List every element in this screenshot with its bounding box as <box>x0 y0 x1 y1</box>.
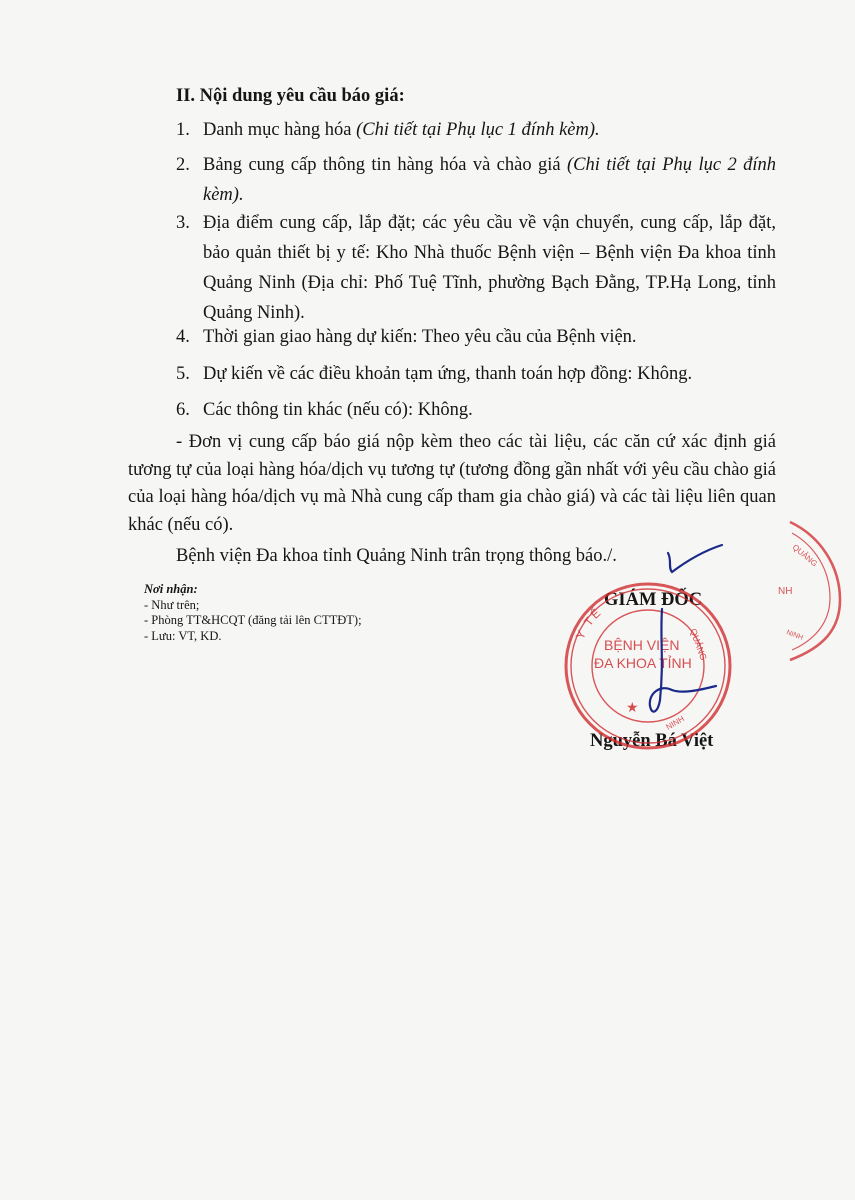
side-stamp-fragment <box>790 522 840 660</box>
closing-line: Bệnh viện Đa khoa tỉnh Quảng Ninh trân trọng thông báo./. <box>176 546 617 566</box>
note-paragraph: - Đơn vị cung cấp báo giá nộp kèm theo các tài liệu, các căn cứ xác định giá tương tự của loại hàng hóa/dịch vụ tương tự (tương đồng gần nhất với yêu cầu chào giá của loại hàng hóa/dịch vụ mà Nhà cung cấp tham gia chào giá) và các tài liệu liên quan khác (nếu có). <box>128 432 776 535</box>
item-text: Địa điểm cung cấp, lắp đặt; các yêu cầu về vận chuyển, cung cấp, lắp đặt, bảo quản thiết bị y tế: Kho Nhà thuốc Bệnh viện – Bệnh viện Đa khoa tỉnh Quảng Ninh (Địa chỉ: Phố Tuệ Tĩnh, phường Bạch Đằng, TP.Hạ Long, tỉnh Quảng Ninh). <box>203 213 776 323</box>
list-item <box>176 359 776 389</box>
recipients-block <box>144 582 362 644</box>
item-number: 1. <box>176 120 190 140</box>
side-stamp-text: QUẢNG <box>790 542 819 569</box>
recipient-line: - Phòng TT&HCQT (đăng tải lên CTTĐT); <box>144 613 362 627</box>
item-text: Thời gian giao hàng dự kiến: Theo yêu cầu của Bệnh viện. <box>203 327 637 347</box>
stamp-ring-text: NINH <box>664 714 686 732</box>
list-item <box>176 322 776 352</box>
handwritten-signature <box>650 545 722 712</box>
item-number: 2. <box>176 155 190 175</box>
stamp-ring-text: QUẢNG <box>688 627 709 662</box>
list-item <box>176 115 776 145</box>
list-item <box>176 150 776 210</box>
list-item <box>176 208 776 328</box>
item-number: 3. <box>176 213 190 233</box>
item-text: Danh mục hàng hóa <box>203 120 352 140</box>
list-item <box>176 395 776 425</box>
item-italic-text: (Chi tiết tại Phụ lục 1 đính kèm). <box>351 120 600 140</box>
side-stamp-text: NINH <box>785 629 804 642</box>
item-number: 4. <box>176 327 190 347</box>
stamp-center-text: BỆNH VIỆN <box>604 637 680 653</box>
side-stamp-text: NH <box>778 586 793 597</box>
stamp-ring-text: Y TẾ <box>572 604 605 642</box>
stamp-center-text: ĐA KHOA TỈNH <box>594 655 692 671</box>
recipient-line: - Như trên; <box>144 597 200 612</box>
item-text: Các thông tin khác (nếu có): Không. <box>203 400 473 420</box>
signer-name: Nguyễn Bá Việt <box>590 731 714 751</box>
item-text: Bảng cung cấp thông tin hàng hóa và chào giá <box>203 155 561 175</box>
item-text: Dự kiến về các điều khoản tạm ứng, thanh toán hợp đồng: Không. <box>203 364 693 384</box>
item-number: 6. <box>176 400 190 420</box>
item-number: 5. <box>176 364 190 384</box>
stamp-star-icon: ★ <box>626 699 639 715</box>
item-italic-text: (Chi tiết tại Phụ lục 2 đính kèm). <box>203 155 776 205</box>
signature-title: GIÁM ĐỐC <box>604 590 703 610</box>
recipients-title: Nơi nhận: <box>144 582 198 596</box>
recipient-line: - Lưu: VT, KD. <box>144 628 222 643</box>
section-heading: II. Nội dung yêu cầu báo giá: <box>176 86 405 106</box>
